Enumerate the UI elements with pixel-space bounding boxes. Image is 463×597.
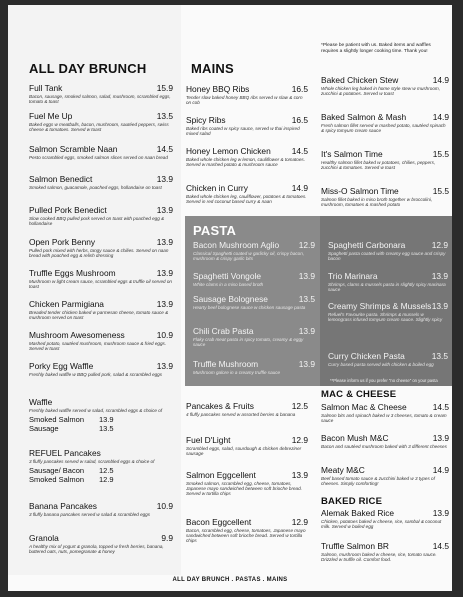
menu-item-desc: Breaded tender chicken baked w parmesan cheese, tomato sauce & mushroom served on toast: [29, 310, 169, 321]
menu-item-name: Creamy Shrimps & Mussels: [328, 301, 432, 311]
menu-item-price: 12.9: [291, 517, 308, 527]
menu-item-desc: A healthy mix of yogurt & granola, topped w fresh berries, banana, buttered oats, nuts, pomegranate & honey: [29, 544, 164, 555]
menu-item: [193, 271, 315, 287]
menu-item: [29, 533, 173, 554]
mains-title: MAINS: [191, 61, 234, 76]
menu-item-desc: Bacon, sausage, smoked salmon, salad, mushroom, scrambled eggs, tomato & toast: [29, 94, 171, 105]
menu-item: [186, 146, 308, 167]
menu-item: [321, 508, 449, 529]
menu-item-price: 10.9: [156, 330, 173, 340]
menu-item-price: 9.9: [161, 533, 173, 543]
menu-item-name: Truffle Eggs Mushroom: [29, 268, 116, 278]
menu-item: [328, 240, 448, 261]
menu-item-name: Pulled Pork Benedict: [29, 205, 107, 215]
waffle-option: Sausage 13.5: [29, 424, 114, 434]
menu-item-desc: Classical Spaghetti coated w garlicky oil, crispy bacon, mushroom & crispy garlic bits: [193, 251, 305, 262]
menu-item-name: Open Pork Benny: [29, 237, 96, 247]
menu-item-desc: Refuel's Favourite pasta. Shrimps & mussels w lemongrass infused tomyum cream sauce. Slightly spicy: [328, 312, 443, 323]
menu-item-desc: Salmon fillet baked in miso broth together w broccolini, mushroom, tomatoes & mashed potato: [321, 197, 433, 208]
waffle-item: [29, 397, 173, 433]
menu-item-price: 14.9: [432, 465, 449, 475]
menu-item-name: Granola: [29, 533, 59, 543]
menu-item-name: Fuel D'Light: [186, 435, 231, 445]
menu-item: [186, 401, 308, 417]
menu-item-price: 12.5: [291, 401, 308, 411]
menu-item-price: 15.5: [432, 186, 449, 196]
menu-item-name: Spicy Ribs: [186, 115, 226, 125]
menu-item-name: Honey BBQ Ribs: [186, 84, 250, 94]
menu-item-desc: Smoked salmon, guacamole, poached eggs, hollandaise on toast: [29, 185, 162, 190]
menu-item-name: Salmon Benedict: [29, 174, 93, 184]
menu-item: [328, 301, 448, 322]
menu-item: [321, 541, 449, 562]
pasta-cheese-note: **Please inform us if you prefer "no cheese" on your pasta: [330, 378, 438, 383]
menu-item-desc: Mashed potato, sautéed mushroom, mushroom sauce & fried eggs. Served w toast: [29, 341, 167, 352]
menu-item-desc: Mushroom galore in a creamy truffle sauce: [193, 370, 281, 375]
pasta-section: [185, 216, 452, 386]
menu-item-price: 13.9: [156, 237, 173, 247]
menu-page: [8, 5, 452, 591]
menu-item-name: Truffle Mushroom: [193, 359, 259, 369]
menu-item-desc: Freshly baked waffle w BBQ pulled pork, salad & scrambled eggs: [29, 372, 163, 377]
menu-item: [29, 299, 173, 320]
menu-item-price: 13.9: [298, 326, 315, 336]
menu-item-desc: Salmon bits and spinach baked w 3 cheeses, tomato & cream sauce: [321, 413, 447, 424]
menu-item-desc: Whole chicken leg baked in home style stew w mushroom, zucchini & potatoes. Served w toast: [321, 86, 440, 97]
menu-item-desc: Baked whole chicken leg, cauliflower, potatoes & tomatoes. Served in red coconut based curry & naan: [186, 194, 307, 205]
menu-item: [321, 465, 449, 486]
menu-item-name: Curry Chicken Pasta: [328, 351, 405, 361]
menu-item-desc: Bacon, scrambled egg, cheese, tomatoes, Japanese mayo sandwiched between soft brioche bread. Served w tortilla chips: [186, 528, 306, 544]
menu-item: [29, 501, 173, 517]
menu-item-name: Meaty M&C: [321, 465, 365, 475]
menu-item-desc: Mushroom w light cream sauce, scrambled eggs & truffle oil served on toast: [29, 279, 172, 290]
refuel-desc: 3 fluffy pancakes served w salad, scrambled eggs & choice of: [29, 459, 155, 464]
menu-item-name: Bacon Mushroom Aglio: [193, 240, 280, 250]
menu-item-price: 14.5: [291, 146, 308, 156]
menu-item-price: 14.9: [291, 183, 308, 193]
menu-item-name: Miss-O Salmon Time: [321, 186, 399, 196]
menu-item-name: Alemak Baked Rice: [321, 508, 395, 518]
rice-title: BAKED RICE: [321, 496, 383, 507]
refuel-pancakes-item: [29, 448, 173, 484]
menu-item: [193, 294, 315, 310]
menu-item-price: 16.5: [291, 84, 308, 94]
menu-item-name: Spaghetti Vongole: [193, 271, 261, 281]
menu-item-price: 12.9: [298, 240, 315, 250]
menu-item-price: 14.5: [156, 144, 173, 154]
menu-item-name: Sausage Bolognese: [193, 294, 268, 304]
menu-item: [328, 271, 448, 292]
menu-item-name: Chili Crab Pasta: [193, 326, 254, 336]
menu-item-desc: Fresh salmon fillet served w mashed potato, sautéed spinach & spicy tomyum cream sauce: [321, 123, 446, 134]
menu-item-price: 14.5: [432, 402, 449, 412]
menu-item: [29, 111, 173, 132]
menu-item-name: Trio Marinara: [328, 271, 378, 281]
menu-item-price: 13.9: [431, 301, 448, 311]
menu-item: [321, 75, 449, 96]
menu-item-desc: Pesto scrambled eggs, smoked salmon slices served on naan bread: [29, 155, 168, 160]
menu-item-price: 13.9: [156, 268, 173, 278]
brunch-column: [8, 5, 181, 575]
menu-item-desc: Salmon, mushroom baked w cheese, rice, tomato sauce. Drizzled w truffle oil. Comfort food.: [321, 552, 437, 563]
menu-item-price: 10.9: [156, 501, 173, 511]
menu-item-desc: Baked ribs coated w spicy sauce, served w thai inspired mixed salad: [186, 126, 300, 137]
menu-item-price: 13.9: [156, 361, 173, 371]
menu-item-desc: Healthy salmon fillet baked w potatoes, chilies, peppers, zucchini & tomatoes. Served w toast: [321, 160, 436, 171]
menu-item-desc: Scrambled eggs, salad, sourdough & chicken debreziner sausage: [186, 446, 302, 457]
menu-item-desc: Tender slow baked honey BBQ ribs served w slaw & corn on cob: [186, 95, 303, 106]
menu-item-name: Pancakes & Fruits: [186, 401, 254, 411]
menu-item: [29, 83, 173, 104]
mac-title: MAC & CHEESE: [321, 389, 397, 400]
menu-item-name: Salmon Scramble Naan: [29, 144, 118, 154]
waffle-name: Waffle: [29, 397, 53, 407]
pasta-title: PASTA: [193, 223, 237, 238]
menu-item: [186, 115, 308, 136]
menu-item-price: 13.9: [298, 271, 315, 281]
menu-item: [321, 149, 449, 170]
menu-item-price: 13.9: [432, 508, 449, 518]
menu-item-price: 14.9: [432, 75, 449, 85]
menu-item-desc: White clams in a miso based broth: [193, 282, 264, 287]
menu-item-desc: Flaky crab meat pasta in spicy tomato, creamy & eggy sauce: [193, 337, 304, 348]
menu-item-price: 13.9: [431, 271, 448, 281]
menu-item-name: Bacon Eggcellent: [186, 517, 252, 527]
menu-item: [193, 359, 315, 375]
menu-item-desc: Smoked salmon, scrambled egg, cheese, tomatoes, Japanese mayo sandwiched between soft brioche bread. Served w tortilla chips: [186, 481, 302, 497]
menu-item-name: Banana Pancakes: [29, 501, 97, 511]
menu-item-name: Baked Salmon & Mash: [321, 112, 407, 122]
menu-item: [29, 144, 173, 160]
menu-item-price: 15.5: [432, 149, 449, 159]
menu-item: [193, 240, 315, 261]
menu-item-name: Truffle Salmon BR: [321, 541, 389, 551]
menu-item-desc: Pulled pork mixed with herbs, tangy sauce & chilies. Served on naan bread with poached egg & relish dressing: [29, 248, 169, 259]
menu-item-name: Bacon Mush M&C: [321, 433, 389, 443]
menu-item-price: 13.9: [156, 299, 173, 309]
menu-item-name: Baked Chicken Stew: [321, 75, 399, 85]
menu-item-name: Honey Lemon Chicken: [186, 146, 271, 156]
menu-item-desc: Bacon and sautéed mushroom baked with 3 different cheeses: [321, 444, 447, 449]
menu-footer: ALL DAY BRUNCH . PASTAS . MAINS: [172, 577, 288, 583]
menu-item-desc: Hearty beef bolognese sauce w chicken sausage pasta: [193, 305, 306, 310]
menu-item-price: 13.9: [291, 470, 308, 480]
menu-item-name: Salmon Eggcellent: [186, 470, 256, 480]
menu-item-price: 13.9: [432, 433, 449, 443]
menu-item-price: 14.5: [432, 541, 449, 551]
menu-item-desc: 3 fluffy banana pancakes served w salad & scrambled eggs: [29, 512, 151, 517]
menu-item-name: It's Salmon Time: [321, 149, 383, 159]
menu-item: [186, 84, 308, 105]
menu-item-price: 13.5: [156, 111, 173, 121]
menu-item: [29, 330, 173, 351]
patience-note: *Please be patient with us. Baked items and waffles requires a slightly longer cooking time. Thank you!: [321, 43, 431, 54]
menu-item-price: 15.9: [156, 83, 173, 93]
menu-item-name: Chicken in Curry: [186, 183, 248, 193]
waffle-option: Smoked Salmon 13.9: [29, 415, 114, 425]
menu-item: [321, 186, 449, 207]
menu-item-price: 14.9: [432, 112, 449, 122]
menu-item-desc: Baked whole chicken leg w lemon, cauliflower & tomatoes. Served w mashed potato & mushroom sauce: [186, 157, 305, 168]
menu-item-desc: Slow cooked BBQ pulled pork served on toast with poached egg & hollandaise: [29, 216, 165, 227]
menu-item: [29, 268, 173, 289]
menu-item-desc: Shrimps, clams & mussels pasta in slightly spicy marinara sauce: [328, 282, 446, 293]
menu-item-name: Fuel Me Up: [29, 111, 73, 121]
menu-item-name: Salmon Mac & Cheese: [321, 402, 407, 412]
menu-item-price: 13.9: [156, 205, 173, 215]
menu-item: [321, 433, 449, 449]
menu-item: [29, 174, 173, 190]
menu-item: [328, 351, 448, 367]
menu-item: [321, 112, 449, 133]
menu-item-price: 12.9: [431, 240, 448, 250]
menu-item: [186, 470, 308, 497]
menu-item-desc: Baked eggs w meatballs, bacon, mushroom, sautéed peppers, swiss cheese & tomatoes. Served w toast: [29, 122, 169, 133]
menu-item-name: Porky Egg Waffle: [29, 361, 94, 371]
menu-item: [29, 361, 173, 377]
menu-item-name: Mushroom Awesomeness: [29, 330, 125, 340]
menu-item: [186, 517, 308, 544]
refuel-option: Smoked Salmon 12.9: [29, 475, 114, 485]
menu-item-price: 12.9: [291, 435, 308, 445]
menu-item-price: 13.5: [431, 351, 448, 361]
menu-item-price: 13.5: [298, 294, 315, 304]
menu-item-price: 13.9: [156, 174, 173, 184]
menu-item: [29, 205, 173, 226]
menu-item-price: 13.9: [298, 359, 315, 369]
menu-item-desc: Chicken, potatoes baked w cheese, rice, sambal & coconut milk. Served w boiled egg: [321, 519, 442, 530]
menu-item-desc: Beef based tomato sauce & zucchini baked w 3 types of cheeses. Simply comforting!: [321, 476, 435, 487]
menu-item-name: Full Tank: [29, 83, 63, 93]
menu-item-name: Chicken Parmigiana: [29, 299, 104, 309]
refuel-name: REFUEL Pancakes: [29, 448, 101, 458]
menu-item: [186, 183, 308, 204]
menu-item-price: 16.5: [291, 115, 308, 125]
menu-item-desc: 4 fluffy pancakes served w assorted berries & banana: [186, 412, 296, 417]
menu-item-desc: Curry based pasta served with chicken & boiled egg: [328, 362, 434, 367]
menu-item: [29, 237, 173, 258]
refuel-option: Sausage/ Bacon 12.5: [29, 466, 114, 476]
menu-item-desc: Spaghetti pasta coated with creamy egg sauce and crispy bacon: [328, 251, 446, 262]
menu-item: [186, 435, 308, 456]
menu-item: [193, 326, 315, 347]
brunch-title: ALL DAY BRUNCH: [29, 61, 147, 76]
menu-item: [321, 402, 449, 423]
menu-item-name: Spaghetti Carbonara: [328, 240, 406, 250]
waffle-desc: Freshly baked waffle served w salad, scrambled eggs & choice of: [29, 408, 163, 413]
